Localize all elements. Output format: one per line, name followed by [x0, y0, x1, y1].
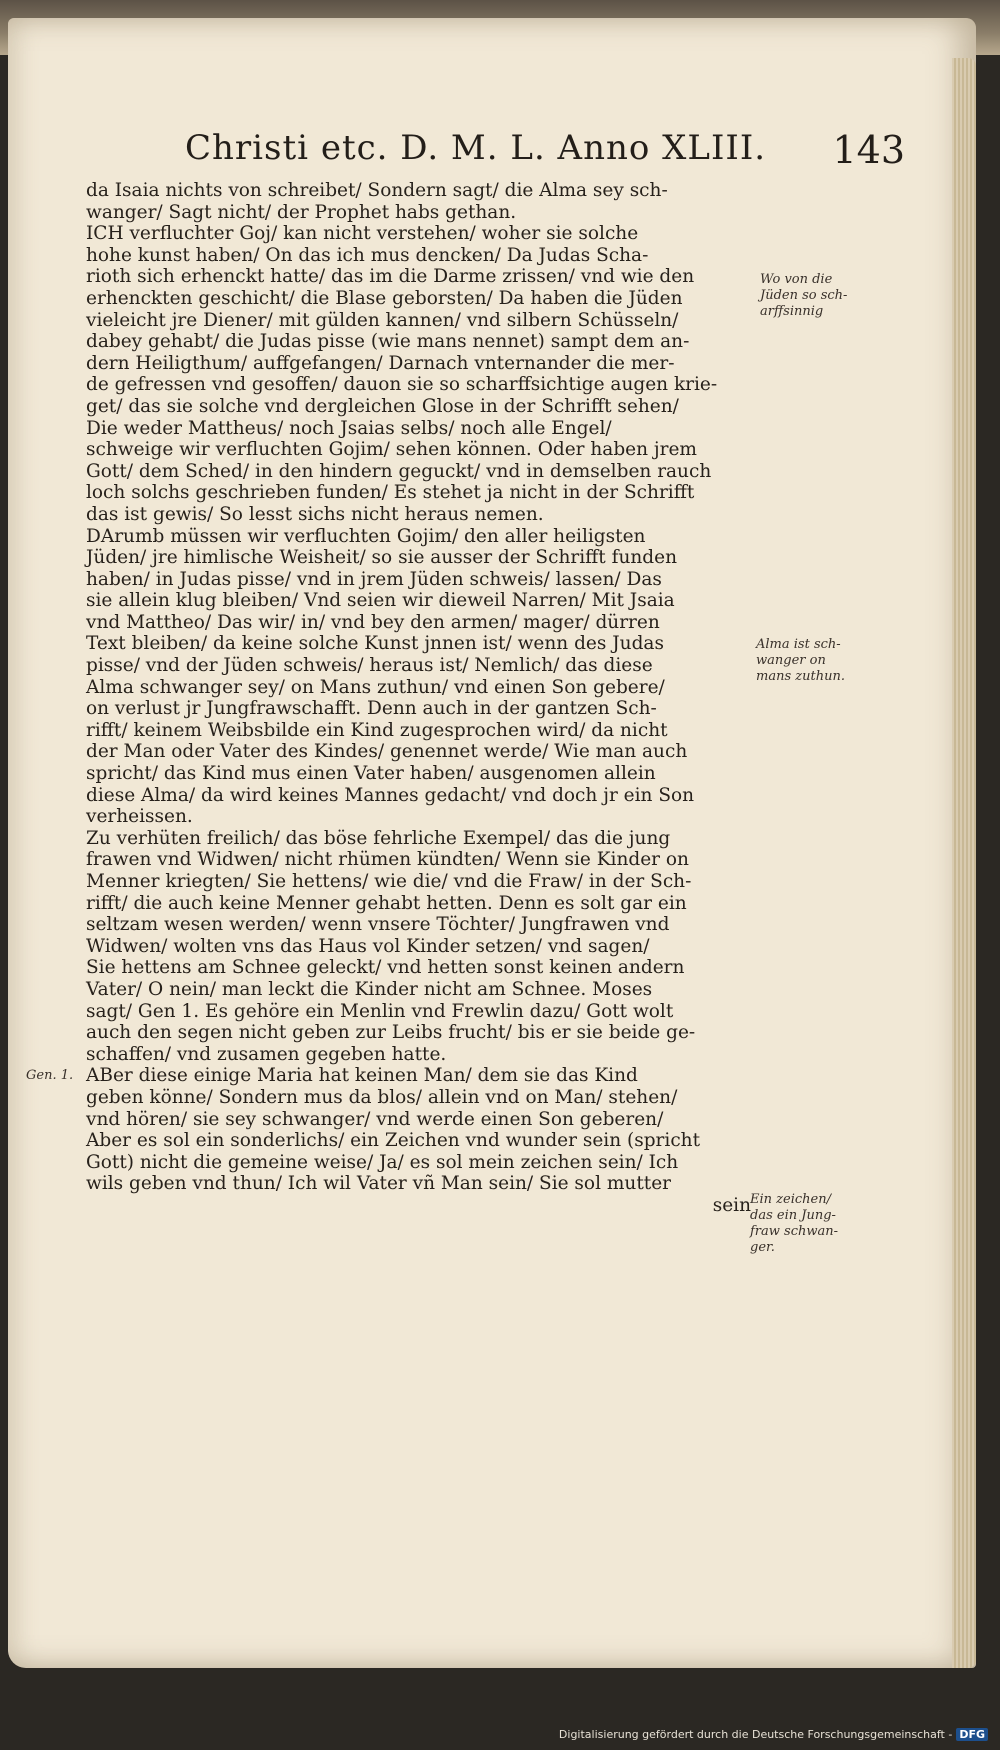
text-line: ICH verfluchter Goj/ kan nicht verstehen/ woher sie solche: [86, 223, 639, 245]
margin-note-left: Gen. 1.: [26, 1068, 74, 1083]
margin-note-line: das ein Jung-: [750, 1208, 836, 1223]
text-line: Jüden/ jre himlische Weisheit/ so sie ausser der Schrifft funden: [86, 547, 677, 569]
text-line: dern Heiligthum/ auffgefangen/ Darnach vnternander die mer-: [86, 352, 675, 374]
margin-note-line: Jüden so sch-: [760, 288, 848, 303]
header-title: Christi etc. D. M. L. Anno XLIII.: [185, 128, 767, 168]
text-line: auch den segen nicht geben zur Leibs frucht/ bis er sie beide ge-: [86, 1022, 696, 1044]
text-line: Gott) nicht die gemeine weise/ Ja/ es sol mein zeichen sein/ Ich: [86, 1151, 679, 1173]
text-line: frawen vnd Widwen/ nicht rhümen kündten/ Wenn sie Kinder on: [86, 849, 689, 871]
margin-note-line: Alma ist sch-: [756, 637, 841, 652]
text-line: Sie hettens am Schnee geleckt/ vnd hetten sonst keinen andern: [86, 957, 685, 979]
text-line: loch solchs geschrieben funden/ Es stehet ja nicht in der Schrifft: [86, 482, 695, 504]
text-line: seltzam wesen werden/ wenn vnsere Töchter/ Jungfrawen vnd: [86, 914, 670, 936]
digitization-credit: [559, 1728, 988, 1741]
margin-note-line: Ein zeichen/: [750, 1192, 831, 1207]
running-header: [185, 128, 905, 178]
text-line: DArumb müssen wir verfluchten Gojim/ den aller heiligsten: [86, 525, 646, 547]
page-edges: [952, 58, 976, 1668]
text-line: schaffen/ vnd zusamen gegeben hatte.: [86, 1043, 447, 1065]
text-line: pisse/ vnd der Jüden schweis/ heraus ist/ Nemlich/ das diese: [86, 655, 653, 677]
text-line: get/ das sie solche vnd dergleichen Glose in der Schrifft sehen/: [86, 395, 679, 417]
text-line: haben/ in Judas pisse/ vnd in jrem Jüden schweis/ lassen/ Das: [86, 568, 662, 590]
margin-note-line: wanger on: [756, 653, 826, 668]
text-line: ABer diese einige Maria hat keinen Man/ dem sie das Kind: [86, 1065, 638, 1087]
margin-note-line: Wo von die: [760, 272, 833, 287]
text-line: da Isaia nichts von schreibet/ Sondern sagt/ die Alma sey sch-: [86, 180, 668, 201]
text-line: geben könne/ Sondern mus da blos/ allein vnd on Man/ stehen/: [86, 1086, 678, 1108]
text-line: Die weder Mattheus/ noch Jsaias selbs/ noch alle Engel/: [86, 417, 612, 439]
text-line: vieleicht jre Diener/ mit gülden kannen/ vnd silbern Schüsseln/: [86, 309, 679, 331]
text-line: der Man oder Vater des Kindes/ genennet werde/ Wie man auch: [86, 741, 688, 763]
text-line: wils geben vnd thun/ Ich wil Vater vñ Man sein/ Sie sol mutter: [86, 1173, 671, 1195]
text-line: spricht/ das Kind mus einen Vater haben/ ausgenomen allein: [86, 763, 656, 785]
text-line: Text bleiben/ da keine solche Kunst jnnen ist/ wenn des Judas: [86, 633, 664, 655]
page-number: 143: [832, 128, 905, 172]
paragraph: [86, 180, 751, 223]
text-line: de gefressen vnd gesoffen/ dauon sie so scharffsichtige augen krie-: [86, 374, 718, 396]
text-line: Alma schwanger sey/ on Mans zuthun/ vnd einen Son gebere/: [86, 676, 665, 698]
text-line: hohe kunst haben/ On das ich mus dencken/ Da Judas Scha-: [86, 244, 649, 266]
text-line: diese Alma/ da wird keines Mannes gedacht/ vnd doch jr ein Son: [86, 784, 695, 806]
text-line: Menner kriegten/ Sie hettens/ wie die/ vnd die Fraw/ in der Sch-: [86, 871, 692, 892]
body-text: [86, 180, 751, 1217]
margin-note: [760, 272, 847, 320]
text-line: rioth sich erhenckt hatte/ das im die Darme zrissen/ vnd wie den: [86, 266, 695, 288]
text-line: Aber es sol ein sonderlichs/ ein Zeichen vnd wunder sein (spricht: [86, 1130, 701, 1152]
margin-note-line: ger.: [750, 1240, 775, 1255]
paragraph: [86, 1065, 751, 1216]
text-line: sagt/ Gen 1. Es gehöre ein Menlin vnd Frewlin dazu/ Gott wolt: [86, 1000, 674, 1022]
text-line: dabey gehabt/ die Judas pisse (wie mans nennet) sampt dem an-: [86, 331, 690, 353]
text-line: vnd Mattheo/ Das wir/ in/ vnd bey den armen/ mager/ dürren: [86, 611, 660, 633]
dfg-logo: DFG: [956, 1728, 988, 1741]
text-line: rifft/ keinem Weibsbilde ein Kind zugesprochen wird/ da nicht: [86, 719, 668, 741]
margin-note-line: mans zuthun.: [756, 669, 845, 684]
text-line: rifft/ die auch keine Menner gehabt hetten. Denn es solt gar ein: [86, 892, 687, 914]
text-line: wanger/ Sagt nicht/ der Prophet habs gethan.: [86, 201, 517, 223]
text-line: sein: [712, 1194, 751, 1216]
paragraph: [86, 526, 751, 828]
text-line: Zu verhüten freilich/ das böse fehrliche Exempel/ das die jung: [86, 827, 671, 849]
margin-note-line: arffsinnig: [760, 304, 824, 319]
text-line: schweige wir verfluchten Gojim/ sehen können. Oder haben jrem: [86, 439, 697, 461]
text-line: verheissen.: [86, 806, 193, 828]
text-line: Vater/ O nein/ man leckt die Kinder nicht am Schnee. Moses: [86, 978, 653, 1000]
paragraph: [86, 223, 751, 525]
text-line: vnd hören/ sie sey schwanger/ vnd werde einen Son geberen/: [86, 1108, 664, 1130]
margin-note: [756, 637, 845, 685]
text-line: das ist gewis/ So lesst sichs nicht heraus nemen.: [86, 503, 544, 525]
text-line: Gott/ dem Sched/ in den hindern geguckt/ vnd in demselben rauch: [86, 460, 712, 482]
text-line: erhenckten geschicht/ die Blase geborsten/ Da haben die Jüden: [86, 287, 683, 309]
text-line: Widwen/ wolten vns das Haus vol Kinder setzen/ vnd sagen/: [86, 935, 650, 957]
text-line: sie allein klug bleiben/ Vnd seien wir dieweil Narren/ Mit Jsaia: [86, 590, 675, 612]
paragraph: [86, 828, 751, 1066]
margin-note-line: fraw schwan-: [750, 1224, 839, 1239]
margin-note: [750, 1192, 838, 1256]
text-line: on verlust jr Jungfrawschafft. Denn auch in der gantzen Sch-: [86, 698, 657, 720]
credit-text: Digitalisierung gefördert durch die Deutsche Forschungsgemeinschaft -: [558, 1728, 953, 1741]
